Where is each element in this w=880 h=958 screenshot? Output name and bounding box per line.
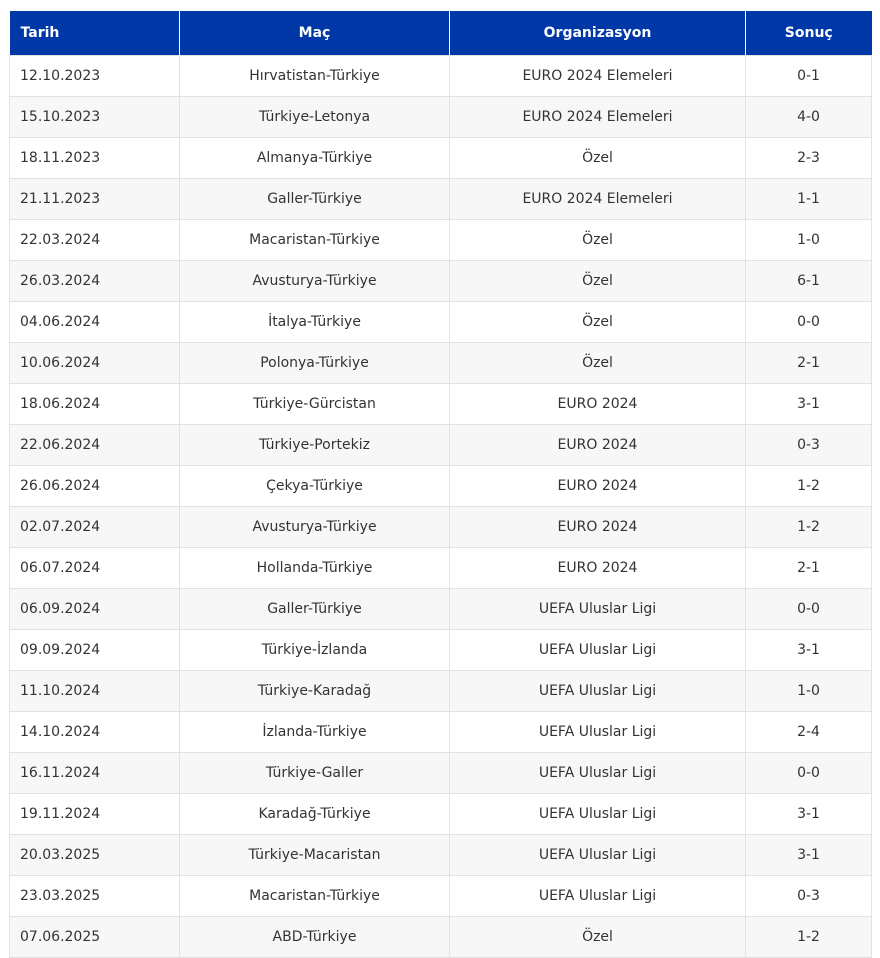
cell-organization: EURO 2024 xyxy=(450,507,746,548)
cell-organization: Özel xyxy=(450,138,746,179)
table-row xyxy=(10,466,872,507)
cell-match: Hırvatistan-Türkiye xyxy=(180,56,450,97)
cell-result: 1-2 xyxy=(746,917,872,958)
cell-result: 0-0 xyxy=(746,302,872,343)
cell-date: 26.06.2024 xyxy=(10,466,180,507)
cell-result: 2-1 xyxy=(746,548,872,589)
table-row xyxy=(10,302,872,343)
cell-result: 0-3 xyxy=(746,876,872,917)
table-row xyxy=(10,630,872,671)
table-row xyxy=(10,220,872,261)
cell-result: 6-1 xyxy=(746,261,872,302)
cell-organization: UEFA Uluslar Ligi xyxy=(450,753,746,794)
cell-organization: EURO 2024 xyxy=(450,548,746,589)
table-row xyxy=(10,384,872,425)
header-result: Sonuç xyxy=(746,11,872,56)
table-row xyxy=(10,794,872,835)
cell-match: Türkiye-Letonya xyxy=(180,97,450,138)
cell-match: Türkiye-Macaristan xyxy=(180,835,450,876)
cell-match: Türkiye-İzlanda xyxy=(180,630,450,671)
cell-organization: UEFA Uluslar Ligi xyxy=(450,794,746,835)
cell-match: Avusturya-Türkiye xyxy=(180,261,450,302)
table-body xyxy=(10,56,872,958)
cell-match: Galler-Türkiye xyxy=(180,179,450,220)
cell-date: 10.06.2024 xyxy=(10,343,180,384)
cell-organization: EURO 2024 xyxy=(450,384,746,425)
cell-match: İtalya-Türkiye xyxy=(180,302,450,343)
cell-result: 0-0 xyxy=(746,589,872,630)
cell-match: Macaristan-Türkiye xyxy=(180,876,450,917)
cell-date: 18.11.2023 xyxy=(10,138,180,179)
cell-match: İzlanda-Türkiye xyxy=(180,712,450,753)
cell-match: Polonya-Türkiye xyxy=(180,343,450,384)
cell-result: 0-0 xyxy=(746,753,872,794)
cell-date: 20.03.2025 xyxy=(10,835,180,876)
cell-match: Macaristan-Türkiye xyxy=(180,220,450,261)
cell-date: 23.03.2025 xyxy=(10,876,180,917)
cell-date: 15.10.2023 xyxy=(10,97,180,138)
cell-organization: UEFA Uluslar Ligi xyxy=(450,630,746,671)
cell-date: 21.11.2023 xyxy=(10,179,180,220)
header-date: Tarih xyxy=(10,11,180,56)
cell-match: Çekya-Türkiye xyxy=(180,466,450,507)
cell-date: 11.10.2024 xyxy=(10,671,180,712)
cell-date: 26.03.2024 xyxy=(10,261,180,302)
cell-date: 22.06.2024 xyxy=(10,425,180,466)
cell-organization: Özel xyxy=(450,220,746,261)
cell-organization: UEFA Uluslar Ligi xyxy=(450,671,746,712)
cell-organization: Özel xyxy=(450,302,746,343)
cell-date: 07.06.2025 xyxy=(10,917,180,958)
cell-date: 04.06.2024 xyxy=(10,302,180,343)
table-row xyxy=(10,425,872,466)
cell-result: 2-1 xyxy=(746,343,872,384)
cell-date: 09.09.2024 xyxy=(10,630,180,671)
table-row xyxy=(10,753,872,794)
cell-match: Türkiye-Portekiz xyxy=(180,425,450,466)
cell-organization: UEFA Uluslar Ligi xyxy=(450,835,746,876)
table-row xyxy=(10,343,872,384)
cell-date: 02.07.2024 xyxy=(10,507,180,548)
header-match: Maç xyxy=(180,11,450,56)
cell-organization: UEFA Uluslar Ligi xyxy=(450,712,746,753)
cell-result: 3-1 xyxy=(746,835,872,876)
table-row xyxy=(10,835,872,876)
cell-date: 14.10.2024 xyxy=(10,712,180,753)
cell-match: Galler-Türkiye xyxy=(180,589,450,630)
results-table xyxy=(9,11,872,958)
table-row xyxy=(10,589,872,630)
cell-result: 0-1 xyxy=(746,56,872,97)
cell-match: Almanya-Türkiye xyxy=(180,138,450,179)
cell-result: 1-2 xyxy=(746,507,872,548)
cell-result: 4-0 xyxy=(746,97,872,138)
cell-date: 06.07.2024 xyxy=(10,548,180,589)
cell-match: Türkiye-Karadağ xyxy=(180,671,450,712)
cell-organization: EURO 2024 Elemeleri xyxy=(450,179,746,220)
table-row xyxy=(10,261,872,302)
cell-organization: EURO 2024 Elemeleri xyxy=(450,97,746,138)
header-row xyxy=(10,11,872,56)
cell-result: 1-2 xyxy=(746,466,872,507)
table-row xyxy=(10,97,872,138)
cell-result: 3-1 xyxy=(746,630,872,671)
cell-match: Türkiye-Galler xyxy=(180,753,450,794)
table-row xyxy=(10,179,872,220)
cell-date: 06.09.2024 xyxy=(10,589,180,630)
cell-result: 1-1 xyxy=(746,179,872,220)
cell-match: Hollanda-Türkiye xyxy=(180,548,450,589)
cell-result: 3-1 xyxy=(746,794,872,835)
cell-organization: EURO 2024 xyxy=(450,425,746,466)
cell-organization: Özel xyxy=(450,261,746,302)
cell-organization: Özel xyxy=(450,917,746,958)
cell-match: ABD-Türkiye xyxy=(180,917,450,958)
cell-result: 1-0 xyxy=(746,220,872,261)
table-row xyxy=(10,712,872,753)
cell-organization: Özel xyxy=(450,343,746,384)
results-table-container xyxy=(9,11,871,958)
table-row xyxy=(10,56,872,97)
cell-date: 18.06.2024 xyxy=(10,384,180,425)
cell-result: 2-4 xyxy=(746,712,872,753)
cell-date: 16.11.2024 xyxy=(10,753,180,794)
table-row xyxy=(10,138,872,179)
cell-date: 19.11.2024 xyxy=(10,794,180,835)
cell-date: 22.03.2024 xyxy=(10,220,180,261)
cell-result: 3-1 xyxy=(746,384,872,425)
table-row xyxy=(10,876,872,917)
cell-result: 0-3 xyxy=(746,425,872,466)
cell-organization: EURO 2024 xyxy=(450,466,746,507)
cell-match: Avusturya-Türkiye xyxy=(180,507,450,548)
cell-organization: UEFA Uluslar Ligi xyxy=(450,589,746,630)
table-header xyxy=(10,11,872,56)
cell-result: 2-3 xyxy=(746,138,872,179)
cell-organization: UEFA Uluslar Ligi xyxy=(450,876,746,917)
cell-result: 1-0 xyxy=(746,671,872,712)
cell-date: 12.10.2023 xyxy=(10,56,180,97)
cell-organization: EURO 2024 Elemeleri xyxy=(450,56,746,97)
cell-match: Türkiye-Gürcistan xyxy=(180,384,450,425)
table-row xyxy=(10,548,872,589)
table-row xyxy=(10,507,872,548)
table-row xyxy=(10,917,872,958)
table-row xyxy=(10,671,872,712)
header-organization: Organizasyon xyxy=(450,11,746,56)
cell-match: Karadağ-Türkiye xyxy=(180,794,450,835)
